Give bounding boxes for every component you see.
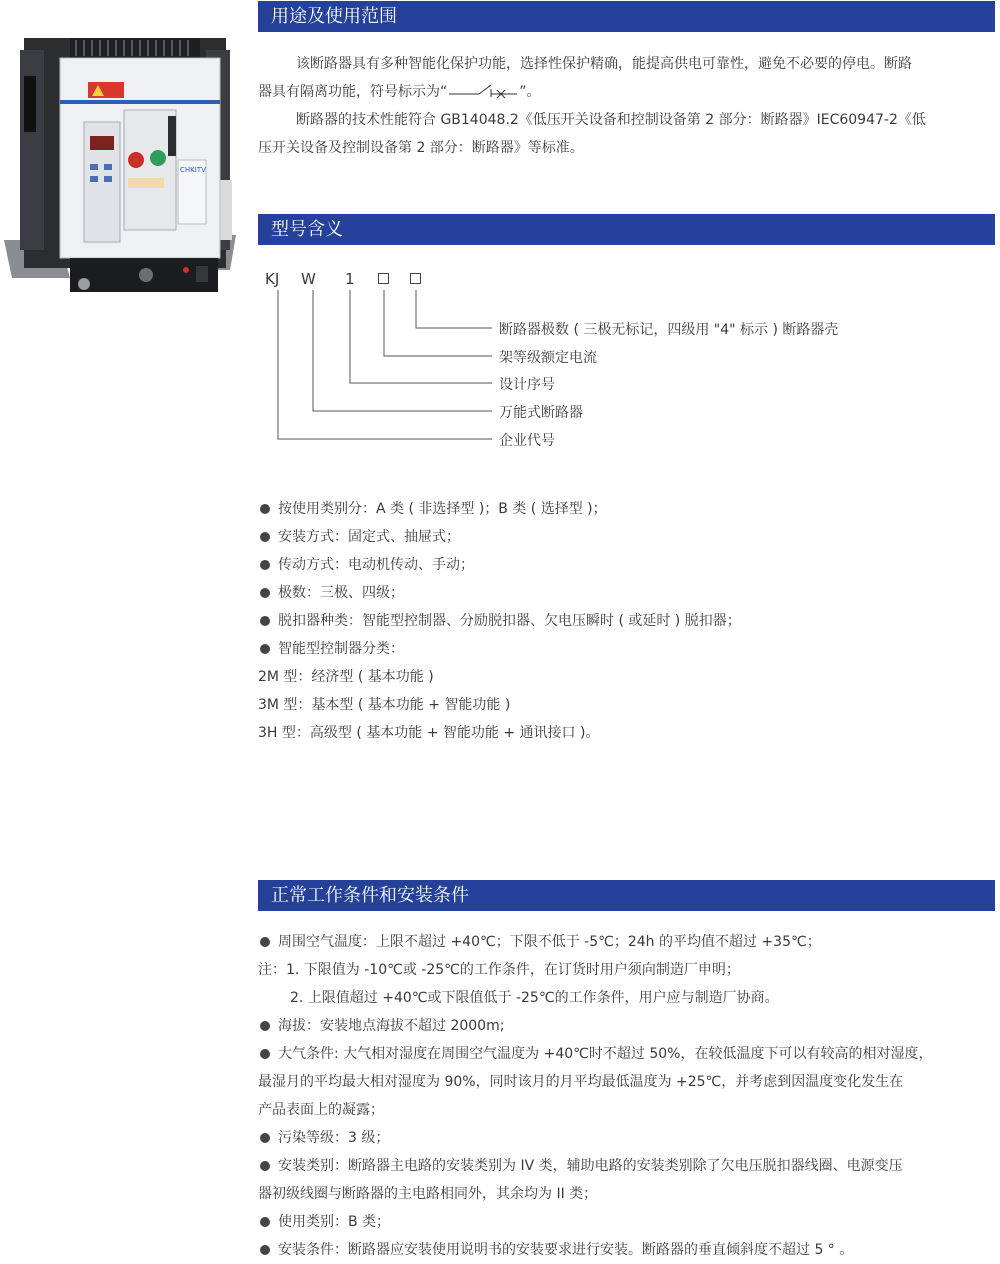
condition-line: 安装条件：断路器应安装使用说明书的安装要求进行安装。断路器的垂直倾斜度不超过 5 ° 。: [258, 1236, 998, 1264]
model-label-current: 架等级额定电流: [499, 350, 597, 366]
list-item: 传动方式：电动机传动、手动；: [258, 551, 998, 579]
condition-line: 产品表面上的凝露；: [258, 1102, 384, 1118]
list-item: 脱扣器种类：智能型控制器、分励脱扣器、欠电压瞬时 ( 或延时 ) 脱扣器；: [258, 607, 998, 635]
usage-p2-line1: 断路器的技术性能符合 GB14048.2《低压开关设备和控制设备第 2 部分：断路器》IEC60947-2《低: [296, 112, 926, 128]
controller-type-3h: 3H 型：高级型 ( 基本功能 + 智能功能 + 通讯接口 )。: [258, 725, 600, 741]
bullet-icon: [260, 1161, 270, 1171]
condition-line: 最湿月的平均最大相对湿度为 90%，同时该月的月平均最低温度为 +25℃，并考虑到因温度变化发生在: [258, 1074, 904, 1090]
section-title-usage: 用途及使用范围: [271, 6, 397, 27]
condition-line: 污染等级：3 级；: [258, 1124, 998, 1152]
condition-line: 海拔：安装地点海拔不超过 2000m;: [258, 1012, 998, 1040]
list-item: 智能型控制器分类：: [258, 635, 998, 663]
condition-line: 安装类别：断路器主电路的安装类别为 IV 类，辅助电路的安装类别除了欠电压脱扣器线圈、电源变压: [258, 1152, 998, 1180]
bullet-icon: [260, 1245, 270, 1255]
usage-p1-line1: 该断路器具有多种智能化保护功能，选择性保护精确，能提高供电可靠性，避免不必要的停电。断路: [296, 56, 912, 72]
bullet-icon: [260, 1021, 270, 1031]
bullet-icon: [260, 560, 270, 570]
model-label-type: 万能式断路器: [499, 405, 583, 421]
bullet-icon: [260, 616, 270, 626]
model-label-design: 设计序号: [499, 377, 555, 393]
bullet-icon: [260, 644, 270, 654]
code-w: W: [301, 270, 316, 288]
usage-p1-line2: 器具有隔离功能，符号标示为“ ”。: [258, 84, 541, 100]
bullet-icon: [260, 588, 270, 598]
condition-line: 使用类别：B 类；: [258, 1208, 998, 1236]
model-label-poles: 断路器极数 ( 三极无标记，四级用 "4" 标示 ) 断路器壳: [499, 322, 839, 338]
bullet-icon: [260, 937, 270, 947]
list-item: 安装方式：固定式、抽屉式；: [258, 523, 998, 551]
model-bullet-list: [258, 495, 998, 747]
model-label-company: 企业代号: [499, 433, 555, 449]
section-title-model: 型号含义: [271, 219, 343, 240]
bullet-icon: [260, 1049, 270, 1059]
bullet-icon: [260, 1133, 270, 1143]
section-header-conditions: [258, 880, 995, 911]
breaker-brand-label: CHKITV: [180, 166, 206, 174]
bullet-icon: [260, 504, 270, 514]
code-kj: KJ: [265, 270, 280, 288]
code-1: 1: [345, 270, 355, 288]
conditions-list: [258, 928, 998, 1264]
list-item: 极数：三极、四级；: [258, 579, 998, 607]
condition-line: 大气条件: 大气相对湿度在周围空气温度为 +40℃时不超过 50%，在较低温度下可以有较高的相对湿度，: [258, 1040, 998, 1068]
condition-line: 周围空气温度：上限不超过 +40℃；下限不低于 -5℃；24h 的平均值不超过 +35℃；: [258, 928, 998, 956]
condition-line: 注：1. 下限值为 -10℃或 -25℃的工作条件，在订货时用户须向制造厂申明；: [258, 962, 740, 978]
condition-line: 器初级线圈与断路器的主电路相同外，其余均为 II 类；: [258, 1186, 598, 1202]
section-title-conditions: 正常工作条件和安装条件: [271, 885, 469, 906]
usage-p2-line2: 压开关设备及控制设备第 2 部分：断路器》等标准。: [258, 140, 584, 156]
bullet-icon: [260, 532, 270, 542]
controller-type-2m: 2M 型：经济型 ( 基本功能 ): [258, 669, 434, 685]
list-item: 按使用类别分：A 类 ( 非选择型 )；B 类 ( 选择型 )；: [258, 495, 998, 523]
controller-type-3m: 3M 型：基本型 ( 基本功能 + 智能功能 ): [258, 697, 511, 713]
condition-line: 2. 上限值超过 +40℃或下限值低于 -25℃的工作条件，用户应与制造厂协商。: [290, 990, 779, 1006]
bullet-icon: [260, 1217, 270, 1227]
